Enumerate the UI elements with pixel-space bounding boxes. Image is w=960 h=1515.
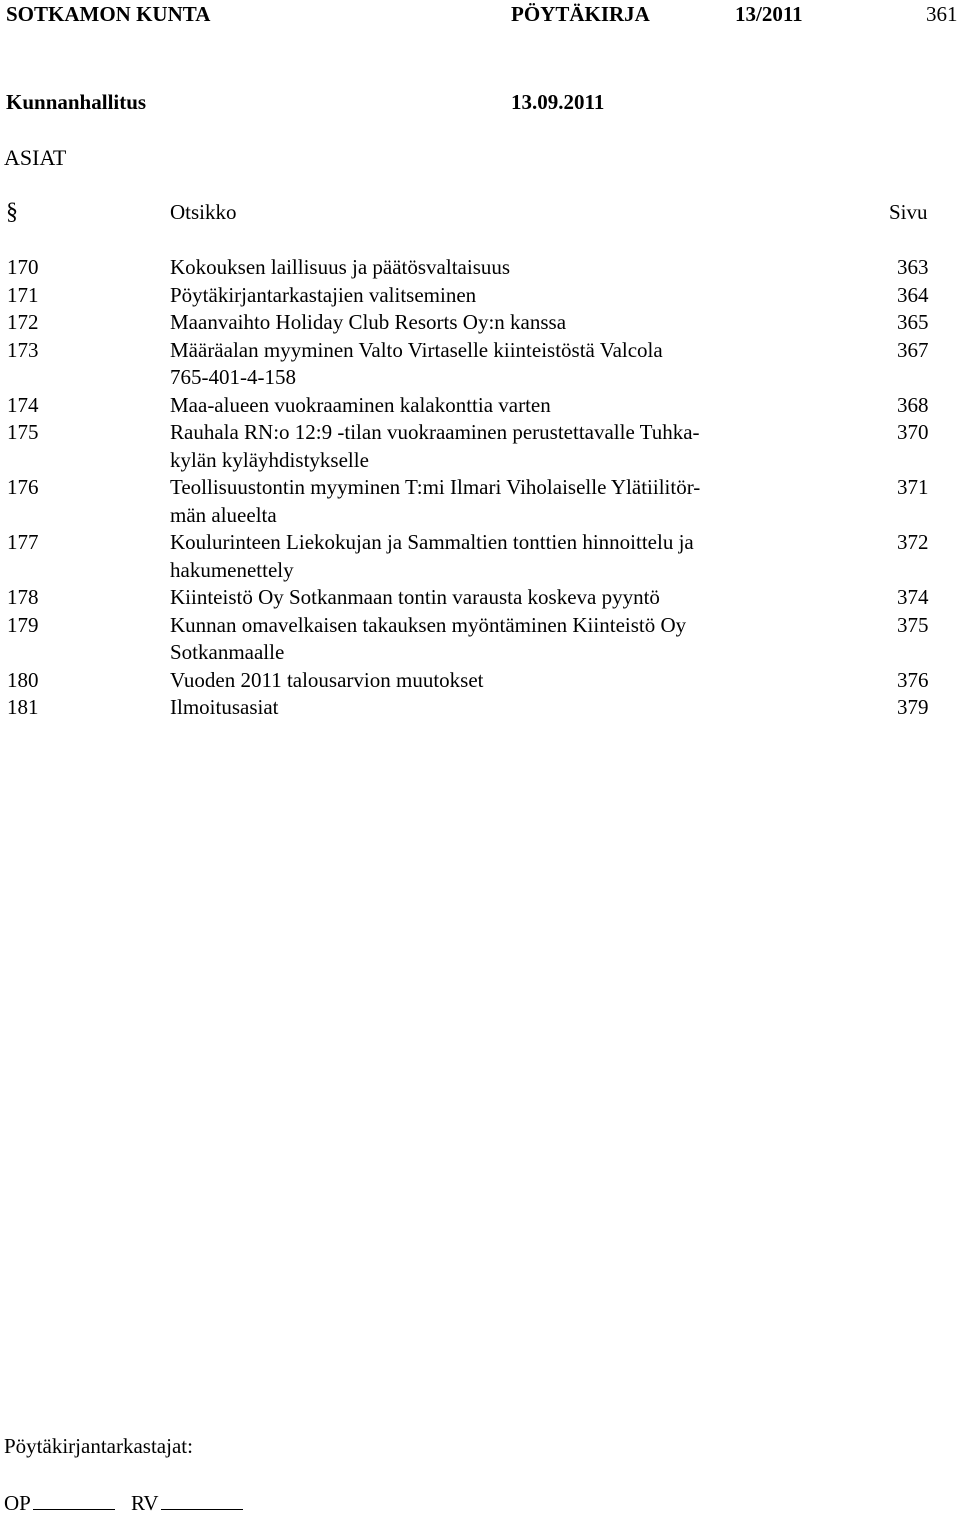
agenda-item-title-line: Maa-alueen vuokraaminen kalakonttia varten: [170, 392, 551, 417]
agenda-item-page: 375: [897, 612, 929, 637]
agenda-item-number: 178: [7, 585, 39, 609]
agenda-item-number: 181: [7, 695, 39, 719]
agenda-item-title-line: Sotkanmaalle: [170, 640, 285, 664]
agenda-item-title-line: Maanvaihto Holiday Club Resorts Oy:n kanssa: [170, 310, 567, 334]
agenda-item-title-line: Kokouksen laillisuus ja päätösvaltaisuus: [170, 255, 511, 279]
agenda-item-title-line: män alueelta: [170, 502, 277, 527]
agenda-item-page: 374: [897, 585, 929, 609]
agenda-item-title: [170, 529, 870, 584]
reviewers-label: Pöytäkirjantarkastajat:: [4, 1434, 193, 1458]
agenda-item-page: 364: [897, 282, 929, 307]
agenda-item-number: 176: [7, 475, 39, 499]
section-title: ASIAT: [4, 145, 67, 170]
agenda-item-number: 170: [7, 255, 39, 279]
document-number: 13/2011: [735, 2, 803, 26]
signature-rv-initials: RV: [131, 1491, 159, 1515]
agenda-item-title: [170, 254, 870, 282]
agenda-item-title: [170, 337, 870, 392]
municipality-name: SOTKAMON KUNTA: [6, 2, 211, 26]
board-name: Kunnanhallitus: [6, 90, 147, 114]
agenda-item-title: [170, 309, 870, 337]
agenda-item-page: 379: [897, 695, 929, 719]
agenda-item-title: [170, 612, 870, 667]
agenda-item-title-line: hakumenettely: [170, 557, 294, 582]
agenda-item-page: 367: [897, 337, 929, 362]
agenda-item-page: 371: [897, 475, 929, 499]
agenda-item-page: 363: [897, 255, 929, 279]
agenda-item-page: 376: [897, 667, 929, 692]
agenda-item-title: [170, 694, 870, 722]
agenda-item-number: 180: [7, 667, 39, 692]
agenda-item-number: 171: [7, 282, 39, 307]
agenda-item-title-line: Pöytäkirjantarkastajien valitseminen: [170, 282, 477, 307]
agenda-item-title-line: Kunnan omavelkaisen takauksen myöntäminen Kiinteistö Oy: [170, 612, 687, 637]
agenda-item-title: [170, 282, 870, 310]
agenda-item-number: 177: [7, 530, 39, 554]
agenda-item-page: 365: [897, 310, 929, 334]
signature-rv-line: [161, 1491, 243, 1510]
agenda-item-title-line: Määräalan myyminen Valto Virtaselle kiinteistöstä Valcola: [170, 337, 663, 362]
column-header-page: Sivu: [889, 200, 928, 224]
signature-rv: [131, 1491, 243, 1514]
agenda-item-title: [170, 474, 870, 529]
agenda-item-title-line: Koulurinteen Liekokujan ja Sammaltien tonttien hinnoittelu ja: [170, 530, 694, 554]
agenda-item-title: [170, 419, 870, 474]
agenda-item-page: 370: [897, 420, 929, 444]
column-header-title: Otsikko: [170, 200, 237, 224]
agenda-item-title: [170, 667, 870, 695]
agenda-item-number: 173: [7, 337, 39, 362]
signature-op: [4, 1491, 115, 1514]
signature-op-line: [33, 1491, 115, 1510]
agenda-item-page: 372: [897, 530, 929, 554]
agenda-item-title-line: Rauhala RN:o 12:9 -tilan vuokraaminen perustettavalle Tuhka-: [170, 420, 700, 444]
agenda-item-number: 175: [7, 420, 39, 444]
agenda-item-title-line: Kiinteistö Oy Sotkanmaan tontin varausta koskeva pyyntö: [170, 585, 660, 609]
agenda-item-title: [170, 584, 870, 612]
signature-op-initials: OP: [4, 1491, 31, 1515]
agenda-item-number: 179: [7, 612, 39, 637]
agenda-item-title-line: kylän kyläyhdistykselle: [170, 447, 369, 472]
agenda-item-title-line: Teollisuustontin myyminen T:mi Ilmari Viholaiselle Ylätiilitör-: [170, 475, 701, 499]
agenda-item-title-line: Vuoden 2011 talousarvion muutokset: [170, 667, 484, 692]
meeting-date: 13.09.2011: [511, 90, 605, 114]
agenda-item-number: 172: [7, 310, 39, 334]
agenda-item-number: 174: [7, 392, 39, 417]
agenda-item-page: 368: [897, 392, 929, 417]
section-mark: §: [6, 199, 18, 225]
agenda-item-title: [170, 392, 870, 420]
page-number: 361: [926, 2, 958, 26]
agenda-item-title-line: Ilmoitusasiat: [170, 695, 279, 719]
document-type: PÖYTÄKIRJA: [511, 2, 650, 26]
agenda-item-title-line: 765-401-4-158: [170, 365, 296, 389]
